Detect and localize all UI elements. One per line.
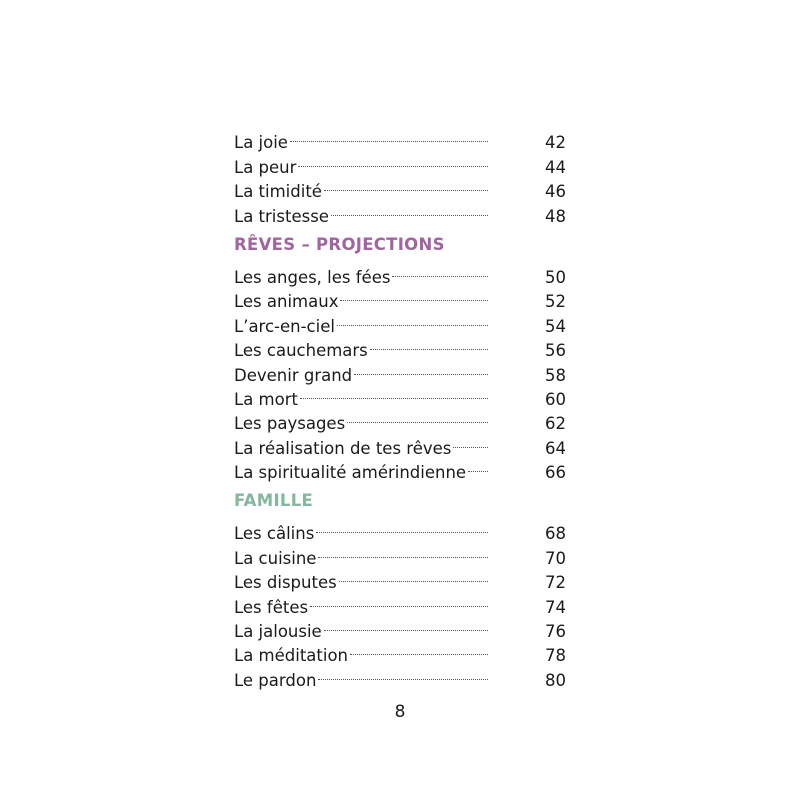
toc-entry-title: Les fêtes [234, 597, 309, 617]
section-heading-famille: FAMILLE [234, 491, 314, 511]
dot-leader [324, 173, 524, 197]
toc-entry-page: 52 [545, 292, 566, 312]
toc-entry-title: La cuisine [234, 548, 317, 568]
toc-entry-title: Les animaux [234, 292, 339, 312]
toc-entry-page: 62 [545, 414, 566, 434]
toc-entry-title: Les paysages [234, 414, 346, 434]
dot-leader [318, 661, 524, 685]
toc-entry-title: Les disputes [234, 573, 337, 593]
section-heading-reves: RÊVES – PROJECTIONS [234, 234, 445, 254]
page-number: 8 [394, 702, 406, 722]
toc-entry-title: Devenir grand [234, 365, 353, 385]
dot-leader [300, 381, 524, 405]
dot-leader [354, 356, 524, 380]
toc-entry-title: Les câlins [234, 524, 315, 544]
toc-entry-title: La tristesse [234, 206, 329, 226]
toc-entry-page: 78 [545, 646, 566, 666]
toc-entry-page: 74 [545, 597, 566, 617]
toc-entry-page: 42 [545, 133, 566, 153]
toc-entry [234, 124, 566, 153]
toc-entry-title: Le pardon [234, 670, 317, 690]
dot-leader [337, 307, 524, 331]
toc-section-famille [234, 489, 566, 690]
dot-leader [453, 429, 524, 453]
toc-entry-title: Les cauchemars [234, 341, 368, 361]
toc-entry-title: La réalisation de tes rêves [234, 438, 452, 458]
toc-entry-page: 80 [545, 670, 566, 690]
dot-leader [290, 124, 524, 148]
toc-entry-page: 54 [545, 316, 566, 336]
toc-entry-title: Les anges, les fées [234, 267, 391, 287]
toc-section-emotions [234, 124, 566, 226]
dot-leader [339, 564, 524, 588]
table-of-contents [234, 124, 566, 690]
toc-entry-page: 56 [545, 341, 566, 361]
toc-entry-title: La méditation [234, 646, 349, 666]
toc-entry-title: La joie [234, 133, 288, 153]
toc-entry-title: La spiritualité amérindienne [234, 463, 467, 483]
toc-entry-page: 46 [545, 182, 566, 202]
toc-entry-page: 68 [545, 524, 566, 544]
toc-entry-title: L’arc-en-ciel [234, 316, 335, 336]
toc-section-reves [234, 233, 566, 483]
toc-entry-page: 58 [545, 365, 566, 385]
dot-leader [468, 454, 524, 478]
dot-leader [392, 259, 524, 283]
toc-entry-title: La mort [234, 389, 298, 409]
toc-entry-page: 50 [545, 267, 566, 287]
toc-entry-title: La peur [234, 157, 297, 177]
toc-entry-title: La jalousie [234, 622, 322, 642]
toc-entry-page: 70 [545, 548, 566, 568]
toc-entry [234, 259, 566, 287]
toc-entry-page: 44 [545, 157, 566, 177]
toc-entry-page: 72 [545, 573, 566, 593]
dot-leader [347, 405, 524, 429]
toc-entry-page: 48 [545, 206, 566, 226]
dot-leader [340, 283, 524, 307]
dot-leader [316, 515, 524, 539]
toc-entry-page: 66 [545, 463, 566, 483]
toc-entry-title: La timidité [234, 182, 322, 202]
toc-entry [234, 515, 566, 544]
dot-leader [324, 613, 524, 637]
dot-leader [370, 332, 524, 356]
toc-entry-page: 60 [545, 389, 566, 409]
dot-leader [318, 539, 524, 563]
toc-entry-page: 76 [545, 622, 566, 642]
dot-leader [310, 588, 524, 612]
dot-leader [331, 197, 524, 221]
dot-leader [350, 637, 524, 661]
dot-leader [298, 148, 524, 172]
toc-entry-page: 64 [545, 438, 566, 458]
